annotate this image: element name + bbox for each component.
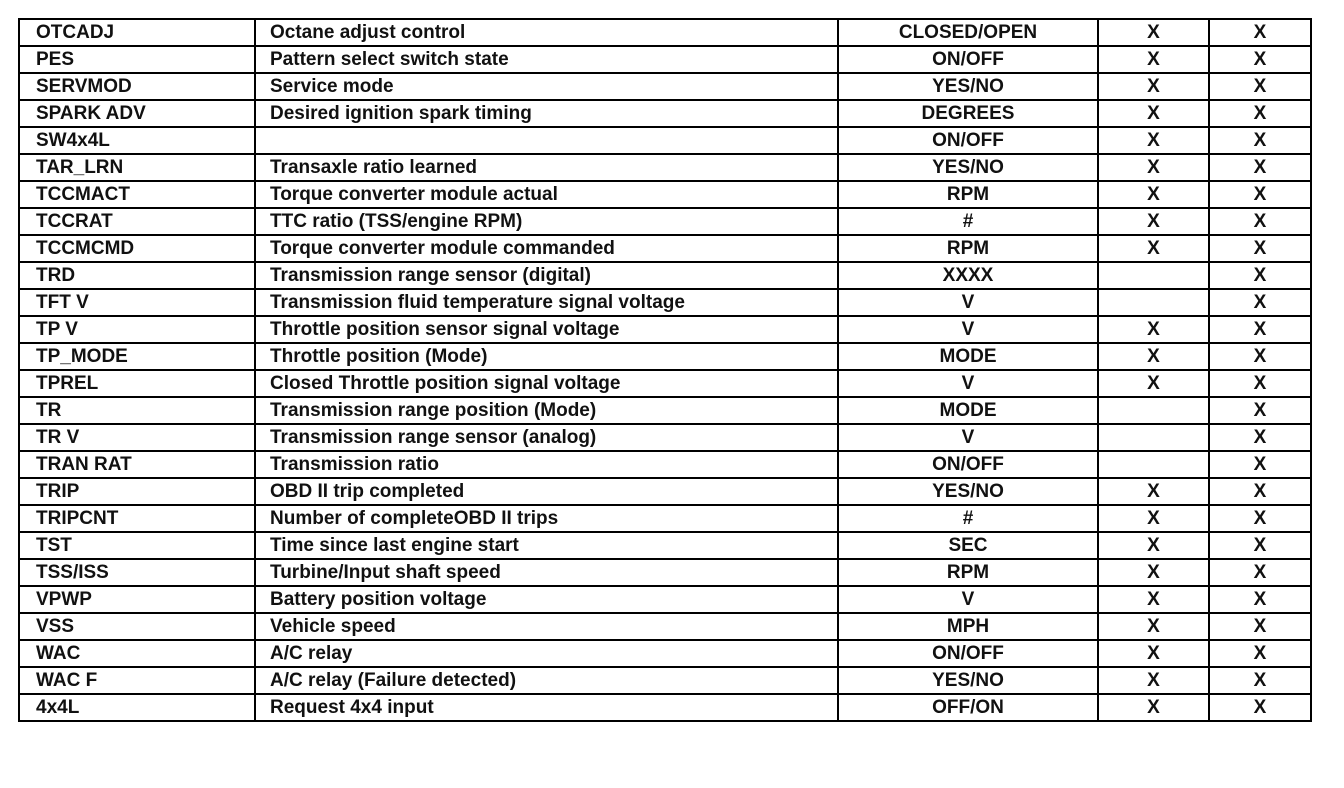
table-row: [19, 559, 1311, 586]
mark-cell-1: X: [1098, 478, 1209, 505]
description-cell: A/C relay (Failure detected): [255, 667, 838, 694]
table-row: [19, 586, 1311, 613]
mark-cell-2: X: [1209, 235, 1311, 262]
pid-cell: TRIPCNT: [19, 505, 255, 532]
description-cell: Transmission range position (Mode): [255, 397, 838, 424]
units-cell: CLOSED/OPEN: [838, 19, 1098, 46]
description-cell: Throttle position (Mode): [255, 343, 838, 370]
pid-cell: WAC: [19, 640, 255, 667]
description-cell: Pattern select switch state: [255, 46, 838, 73]
mark-cell-1: X: [1098, 100, 1209, 127]
pid-table: [18, 18, 1312, 722]
pid-cell: SPARK ADV: [19, 100, 255, 127]
mark-cell-2: X: [1209, 424, 1311, 451]
description-cell: Transaxle ratio learned: [255, 154, 838, 181]
units-cell: YES/NO: [838, 154, 1098, 181]
units-cell: ON/OFF: [838, 640, 1098, 667]
description-cell: [255, 127, 838, 154]
mark-cell-2: X: [1209, 478, 1311, 505]
units-cell: #: [838, 505, 1098, 532]
mark-cell-1: [1098, 262, 1209, 289]
mark-cell-1: X: [1098, 235, 1209, 262]
table-row: [19, 343, 1311, 370]
description-cell: Transmission fluid temperature signal voltage: [255, 289, 838, 316]
mark-cell-2: X: [1209, 640, 1311, 667]
table-row: [19, 181, 1311, 208]
mark-cell-2: X: [1209, 181, 1311, 208]
pid-cell: PES: [19, 46, 255, 73]
description-cell: Throttle position sensor signal voltage: [255, 316, 838, 343]
units-cell: MODE: [838, 343, 1098, 370]
pid-cell: SERVMOD: [19, 73, 255, 100]
table-row: [19, 316, 1311, 343]
table-row: [19, 46, 1311, 73]
mark-cell-1: [1098, 397, 1209, 424]
table-row: [19, 289, 1311, 316]
pid-cell: TAR_LRN: [19, 154, 255, 181]
pid-cell: TCCMCMD: [19, 235, 255, 262]
mark-cell-1: X: [1098, 316, 1209, 343]
pid-cell: TST: [19, 532, 255, 559]
table-row: [19, 640, 1311, 667]
mark-cell-1: [1098, 451, 1209, 478]
mark-cell-2: X: [1209, 613, 1311, 640]
description-cell: Vehicle speed: [255, 613, 838, 640]
mark-cell-1: X: [1098, 46, 1209, 73]
mark-cell-2: X: [1209, 154, 1311, 181]
mark-cell-1: X: [1098, 19, 1209, 46]
mark-cell-2: X: [1209, 289, 1311, 316]
units-cell: V: [838, 289, 1098, 316]
description-cell: Torque converter module commanded: [255, 235, 838, 262]
description-cell: TTC ratio (TSS/engine RPM): [255, 208, 838, 235]
mark-cell-1: X: [1098, 694, 1209, 721]
units-cell: V: [838, 370, 1098, 397]
description-cell: Transmission range sensor (analog): [255, 424, 838, 451]
pid-cell: TRAN RAT: [19, 451, 255, 478]
mark-cell-1: X: [1098, 586, 1209, 613]
table-row: [19, 73, 1311, 100]
mark-cell-2: X: [1209, 559, 1311, 586]
table-row: [19, 397, 1311, 424]
description-cell: Desired ignition spark timing: [255, 100, 838, 127]
pid-cell: OTCADJ: [19, 19, 255, 46]
description-cell: Number of completeOBD II trips: [255, 505, 838, 532]
mark-cell-1: X: [1098, 154, 1209, 181]
mark-cell-1: X: [1098, 343, 1209, 370]
mark-cell-1: X: [1098, 613, 1209, 640]
mark-cell-1: X: [1098, 127, 1209, 154]
mark-cell-2: X: [1209, 397, 1311, 424]
units-cell: V: [838, 586, 1098, 613]
table-row: [19, 613, 1311, 640]
mark-cell-1: [1098, 289, 1209, 316]
units-cell: YES/NO: [838, 667, 1098, 694]
units-cell: SEC: [838, 532, 1098, 559]
mark-cell-2: X: [1209, 370, 1311, 397]
pid-cell: TPREL: [19, 370, 255, 397]
units-cell: YES/NO: [838, 478, 1098, 505]
table-row: [19, 478, 1311, 505]
mark-cell-1: [1098, 424, 1209, 451]
units-cell: OFF/ON: [838, 694, 1098, 721]
mark-cell-2: X: [1209, 532, 1311, 559]
pid-cell: TP_MODE: [19, 343, 255, 370]
mark-cell-2: X: [1209, 73, 1311, 100]
mark-cell-1: X: [1098, 181, 1209, 208]
units-cell: MPH: [838, 613, 1098, 640]
description-cell: Transmission range sensor (digital): [255, 262, 838, 289]
units-cell: ON/OFF: [838, 46, 1098, 73]
pid-cell: TRD: [19, 262, 255, 289]
mark-cell-2: X: [1209, 316, 1311, 343]
mark-cell-1: X: [1098, 208, 1209, 235]
mark-cell-2: X: [1209, 100, 1311, 127]
table-row: [19, 262, 1311, 289]
description-cell: Octane adjust control: [255, 19, 838, 46]
pid-cell: TRIP: [19, 478, 255, 505]
table-row: [19, 127, 1311, 154]
description-cell: Request 4x4 input: [255, 694, 838, 721]
mark-cell-2: X: [1209, 208, 1311, 235]
table-row: [19, 424, 1311, 451]
mark-cell-1: X: [1098, 505, 1209, 532]
table-row: [19, 451, 1311, 478]
mark-cell-2: X: [1209, 586, 1311, 613]
mark-cell-1: X: [1098, 532, 1209, 559]
units-cell: V: [838, 316, 1098, 343]
description-cell: A/C relay: [255, 640, 838, 667]
mark-cell-2: X: [1209, 19, 1311, 46]
units-cell: ON/OFF: [838, 127, 1098, 154]
table-row: [19, 100, 1311, 127]
units-cell: YES/NO: [838, 73, 1098, 100]
pid-cell: TCCMACT: [19, 181, 255, 208]
table-row: [19, 154, 1311, 181]
description-cell: OBD II trip completed: [255, 478, 838, 505]
mark-cell-2: X: [1209, 46, 1311, 73]
units-cell: DEGREES: [838, 100, 1098, 127]
table-row: [19, 235, 1311, 262]
mark-cell-1: X: [1098, 559, 1209, 586]
table-row: [19, 667, 1311, 694]
mark-cell-2: X: [1209, 262, 1311, 289]
units-cell: RPM: [838, 559, 1098, 586]
description-cell: Transmission ratio: [255, 451, 838, 478]
pid-cell: TR V: [19, 424, 255, 451]
mark-cell-2: X: [1209, 127, 1311, 154]
mark-cell-1: X: [1098, 667, 1209, 694]
description-cell: Battery position voltage: [255, 586, 838, 613]
table-row: [19, 370, 1311, 397]
units-cell: MODE: [838, 397, 1098, 424]
description-cell: Torque converter module actual: [255, 181, 838, 208]
pid-table-body: [19, 19, 1311, 721]
description-cell: Time since last engine start: [255, 532, 838, 559]
pid-cell: VSS: [19, 613, 255, 640]
mark-cell-2: X: [1209, 343, 1311, 370]
table-row: [19, 19, 1311, 46]
mark-cell-1: X: [1098, 370, 1209, 397]
mark-cell-2: X: [1209, 667, 1311, 694]
pid-cell: TCCRAT: [19, 208, 255, 235]
pid-cell: VPWP: [19, 586, 255, 613]
mark-cell-1: X: [1098, 73, 1209, 100]
description-cell: Service mode: [255, 73, 838, 100]
units-cell: ON/OFF: [838, 451, 1098, 478]
pid-cell: TP V: [19, 316, 255, 343]
mark-cell-2: X: [1209, 451, 1311, 478]
pid-cell: TR: [19, 397, 255, 424]
table-row: [19, 532, 1311, 559]
pid-cell: TFT V: [19, 289, 255, 316]
table-row: [19, 694, 1311, 721]
table-row: [19, 505, 1311, 532]
pid-cell: SW4x4L: [19, 127, 255, 154]
pid-cell: WAC F: [19, 667, 255, 694]
mark-cell-2: X: [1209, 505, 1311, 532]
mark-cell-1: X: [1098, 640, 1209, 667]
pid-cell: TSS/ISS: [19, 559, 255, 586]
description-cell: Closed Throttle position signal voltage: [255, 370, 838, 397]
units-cell: #: [838, 208, 1098, 235]
pid-cell: 4x4L: [19, 694, 255, 721]
units-cell: RPM: [838, 235, 1098, 262]
description-cell: Turbine/Input shaft speed: [255, 559, 838, 586]
units-cell: XXXX: [838, 262, 1098, 289]
units-cell: V: [838, 424, 1098, 451]
table-row: [19, 208, 1311, 235]
units-cell: RPM: [838, 181, 1098, 208]
mark-cell-2: X: [1209, 694, 1311, 721]
